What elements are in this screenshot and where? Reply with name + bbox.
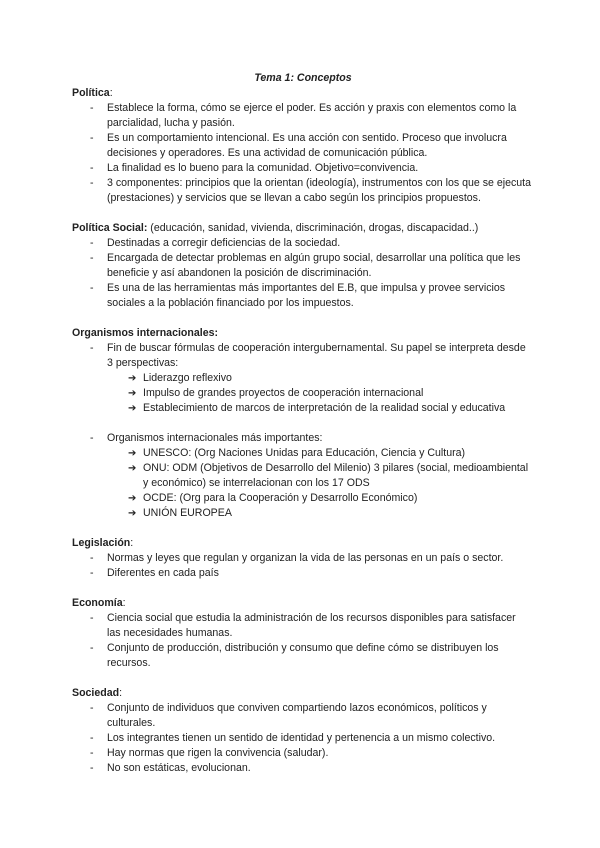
arrow-item: ➔ OCDE: (Org para la Cooperación y Desarrollo Económico) <box>128 492 418 504</box>
arrow-icon: ➔ <box>128 403 137 414</box>
list-item: - Diferentes en cada país <box>72 566 532 581</box>
arrow-item: ➔ Impulso de grandes proyectos de cooperación internacional <box>128 387 424 399</box>
list-item: - La finalidad es lo bueno para la comunidad. Objetivo=convivencia. <box>72 161 532 176</box>
arrow-icon: ➔ <box>128 448 137 459</box>
section-heading: Sociedad: <box>72 687 123 699</box>
arrow-item: ➔ UNIÓN EUROPEA <box>128 507 232 519</box>
list-item: - Es una de las herramientas más importantes del E.B, que impulsa y provee servicios sociales a la población financiado por los impuestos. <box>72 281 532 311</box>
list-item: - Hay normas que rigen la convivencia (saludar). <box>72 746 532 761</box>
arrow-item: ➔ Establecimiento de marcos de interpretación de la realidad social y educativa <box>128 402 506 414</box>
arrow-icon: ➔ <box>128 463 137 474</box>
list-item: - Normas y leyes que regulan y organizan la vida de las personas en un país o sector. <box>72 551 532 566</box>
bullet-list <box>72 101 532 206</box>
list-item: - Encargada de detectar problemas en algún grupo social, desarrollar una política que les beneficie y así abandonen la posición de discriminación. <box>72 251 532 281</box>
list-item: - Los integrantes tienen un sentido de identidad y pertenencia a un mismo colectivo. <box>72 731 532 746</box>
arrow-icon: ➔ <box>128 373 137 384</box>
bullet-list <box>72 236 532 311</box>
document-page <box>72 71 532 776</box>
arrow-item: ➔ ONU: ODM (Objetivos de Desarrollo del Milenio) 3 pilares (social, medioambiental y económico) se interrelacionan con los 17 ODS <box>128 462 529 489</box>
section-heading: Economía: <box>72 597 126 609</box>
list-item: - Conjunto de individuos que conviven compartiendo lazos económicos, políticos y culturales. <box>72 701 532 731</box>
section-sociedad <box>72 686 532 776</box>
section-organismos <box>72 326 532 521</box>
list-item: - Destinadas a corregir deficiencias de la sociedad. <box>72 236 532 251</box>
list-item: - Establece la forma, cómo se ejerce el poder. Es acción y praxis con elementos como la parcialidad, lucha y pasión. <box>72 101 532 131</box>
bullet-list <box>72 611 532 671</box>
section-politica <box>72 86 532 206</box>
arrow-list <box>72 446 532 521</box>
list-item: - Organismos internacionales más importantes: <box>72 431 532 446</box>
section-heading: Organismos internacionales: <box>72 327 219 339</box>
section-heading: Política: <box>72 87 113 99</box>
list-item: - Conjunto de producción, distribución y consumo que define cómo se distribuyen los recursos. <box>72 641 532 671</box>
bullet-list <box>72 701 532 776</box>
bullet-list <box>72 341 532 371</box>
arrow-item: ➔ UNESCO: (Org Naciones Unidas para Educación, Ciencia y Cultura) <box>128 447 466 459</box>
document-title: Tema 1: Conceptos <box>254 72 352 84</box>
list-item: - Fin de buscar fórmulas de cooperación intergubernamental. Su papel se interpreta desde 3 perspectivas: <box>72 341 532 371</box>
arrow-icon: ➔ <box>128 508 137 519</box>
bullet-list <box>72 551 532 581</box>
list-item: - 3 componentes: principios que la orientan (ideología), instrumentos con los que se ejecuta (prestaciones) y servicios que se llevan a cabo según los principios propuestos. <box>72 176 532 206</box>
section-legislacion <box>72 536 532 581</box>
section-heading: Política Social: (educación, sanidad, vivienda, discriminación, drogas, discapacidad..) <box>72 222 479 234</box>
arrow-item: ➔ Liderazgo reflexivo <box>128 372 232 384</box>
section-politica-social <box>72 221 532 311</box>
section-heading: Legislación: <box>72 537 134 549</box>
list-item: - Es un comportamiento intencional. Es una acción con sentido. Proceso que involucra decisiones y operadores. Es una actividad de comunicación pública. <box>72 131 532 161</box>
arrow-icon: ➔ <box>128 493 137 504</box>
bullet-list <box>72 431 532 446</box>
arrow-icon: ➔ <box>128 388 137 399</box>
arrow-list <box>72 371 532 416</box>
section-economia <box>72 596 532 671</box>
list-item: - Ciencia social que estudia la administración de los recursos disponibles para satisfacer las necesidades humanas. <box>72 611 532 641</box>
list-item: - No son estáticas, evolucionan. <box>72 761 532 776</box>
